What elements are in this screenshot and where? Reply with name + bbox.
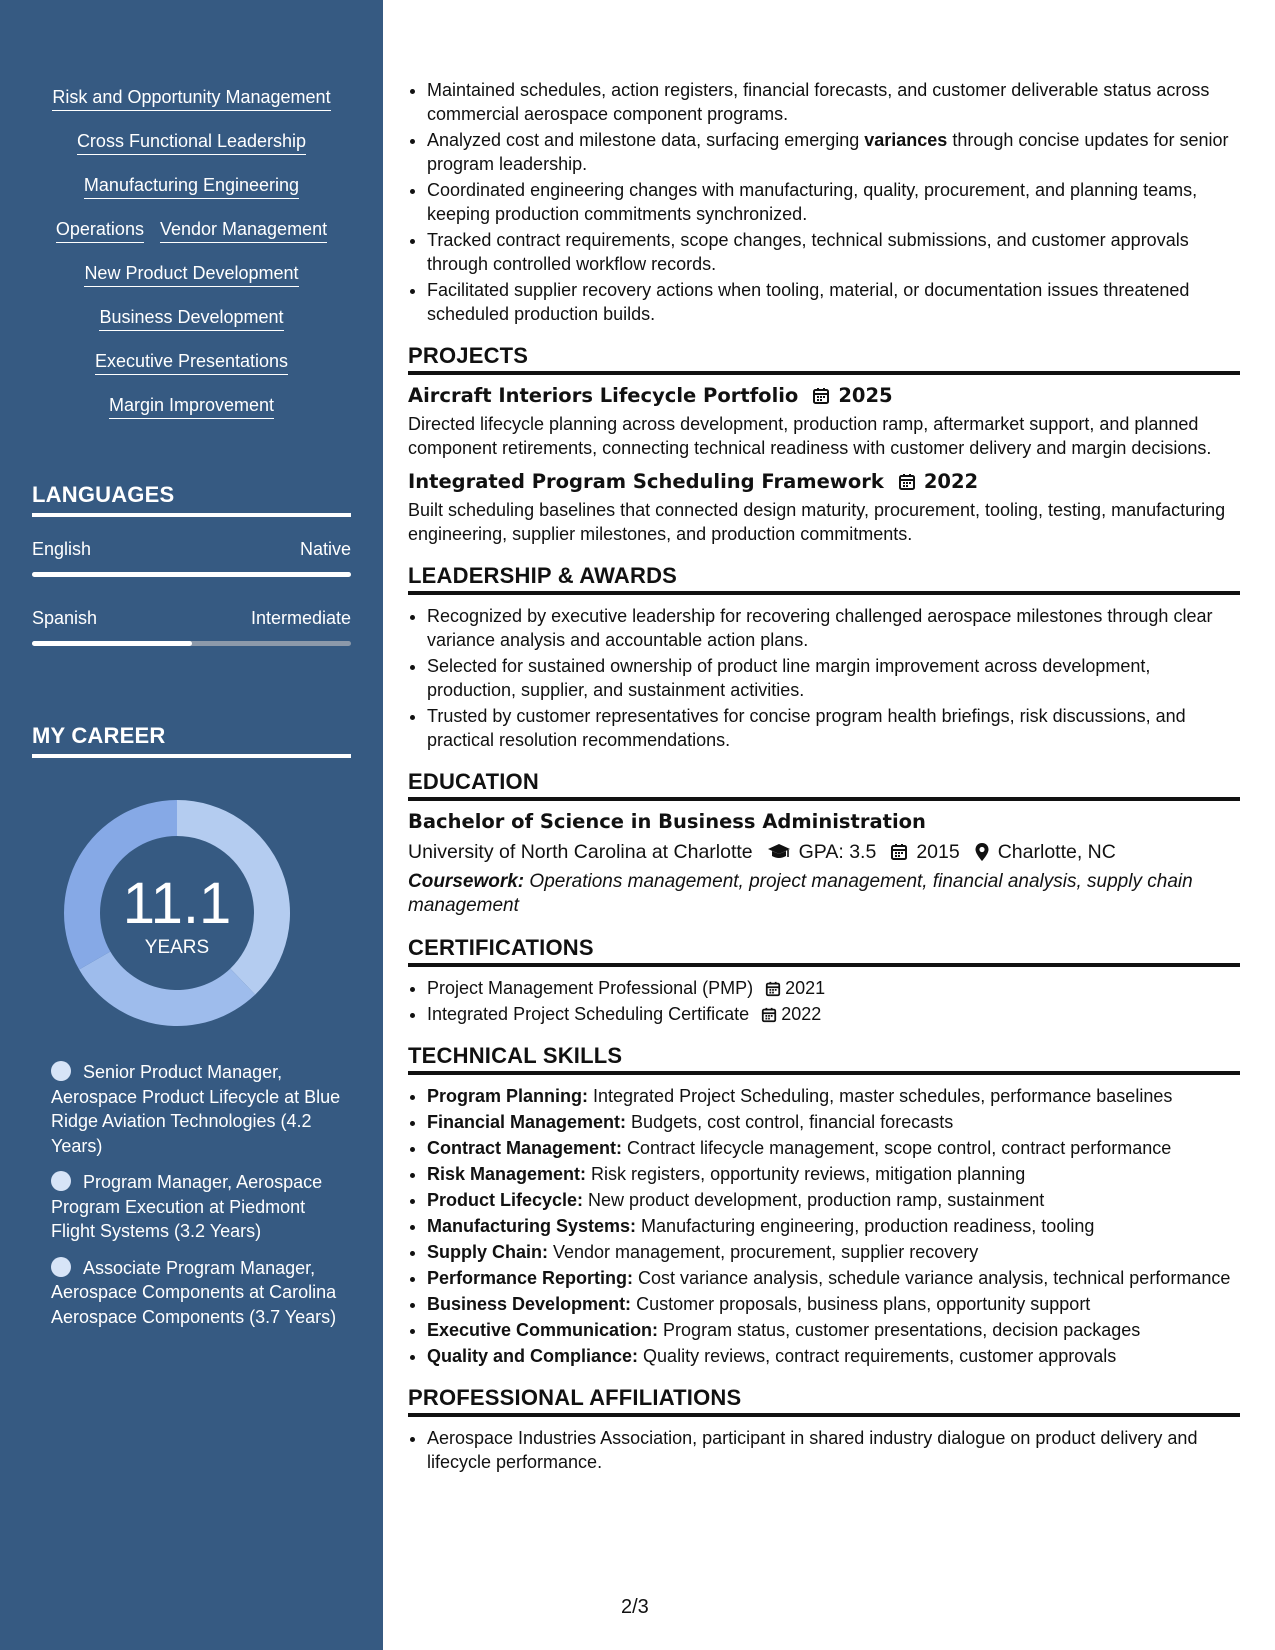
affiliations-list xyxy=(408,1426,1240,1474)
school-location: Charlotte, NC xyxy=(997,841,1116,863)
career-item xyxy=(51,1170,341,1244)
language-spanish xyxy=(32,608,351,646)
list-item xyxy=(427,1214,1240,1238)
language-bar-fill xyxy=(32,641,192,646)
skill-label: Product Lifecycle: xyxy=(427,1190,584,1210)
skill-text: New product development, production ramp, sustainment xyxy=(583,1190,1045,1210)
language-name: Spanish xyxy=(32,608,98,628)
main-content xyxy=(408,78,1240,1476)
skill-text: Budgets, cost control, financial forecasts xyxy=(626,1112,954,1132)
skill-text: Program status, customer presentations, decision packages xyxy=(658,1320,1141,1340)
skill-label: Business Development: xyxy=(427,1294,632,1314)
school-name: University of North Carolina at Charlotte xyxy=(408,841,753,863)
career-donut-chart xyxy=(64,800,290,1026)
skill-label: Financial Management: xyxy=(427,1112,627,1132)
leadership-list xyxy=(408,604,1240,752)
skill-label: Quality and Compliance: xyxy=(427,1346,639,1366)
list-item xyxy=(427,1344,1240,1368)
career-item-text: Senior Product Manager, Aerospace Product Lifecycle at Blue Ridge Aviation Technologies (4.2 Years) xyxy=(51,1062,341,1156)
career-item-text: Associate Program Manager, Aerospace Components at Carolina Aerospace Components (3.7 Years) xyxy=(51,1257,337,1327)
project-year: 2022 xyxy=(923,470,979,493)
list-item xyxy=(427,1266,1240,1290)
cert-year: 2021 xyxy=(785,978,826,998)
calendar-icon xyxy=(890,843,908,861)
list-item xyxy=(427,1240,1240,1264)
language-bar xyxy=(32,641,351,646)
skill-tag: New Product Development xyxy=(84,262,298,287)
skill-label: Executive Communication: xyxy=(427,1320,659,1340)
sidebar xyxy=(0,0,383,1650)
career-total: 11.1 xyxy=(122,871,232,936)
career-unit: YEARS xyxy=(144,937,210,958)
list-item: • Selected for sustained ownership of product line margin improvement across development, production, supplier, and sustainment activities. xyxy=(427,654,1240,702)
skill-text: Quality reviews, contract requirements, customer approvals xyxy=(638,1346,1117,1366)
skill-label: Contract Management: xyxy=(427,1138,623,1158)
skill-tag: Business Development xyxy=(99,306,283,331)
calendar-icon xyxy=(761,1007,777,1023)
skill-text: Risk registers, opportunity reviews, mitigation planning xyxy=(586,1164,1026,1184)
list-item xyxy=(427,1084,1240,1108)
degree-title: Bachelor of Science in Business Administration xyxy=(408,810,926,833)
leadership-heading: LEADERSHIP & AWARDS xyxy=(408,564,1240,595)
certifications-list xyxy=(408,976,1240,1026)
list-item xyxy=(427,128,1240,176)
skill-tag: Manufacturing Engineering xyxy=(84,174,299,199)
language-bar-fill xyxy=(32,572,351,577)
skill-label: Risk Management: xyxy=(427,1164,587,1184)
technical-skills-list xyxy=(408,1084,1240,1368)
language-name: English xyxy=(32,539,92,559)
list-item: • Facilitated supplier recovery actions when tooling, material, or documentation issues threatened scheduled production builds. xyxy=(427,278,1240,326)
list-item: • Tracked contract requirements, scope changes, technical submissions, and customer approvals through controlled workflow records. xyxy=(427,228,1240,276)
bullet-text: Analyzed cost and milestone data, surfacing emerging xyxy=(427,130,865,150)
cert-name: Integrated Project Scheduling Certificate xyxy=(427,1004,750,1024)
list-item xyxy=(427,1136,1240,1160)
list-item xyxy=(427,1318,1240,1342)
legend-dot xyxy=(51,1257,71,1277)
skill-text: Manufacturing engineering, production readiness, tooling xyxy=(636,1216,1095,1236)
career-list xyxy=(51,1060,341,1341)
projects-heading: PROJECTS xyxy=(408,344,1240,375)
skill-tags xyxy=(24,86,359,438)
list-item: • Coordinated engineering changes with manufacturing, quality, procurement, and planning teams, keeping production commitments synchronized. xyxy=(427,178,1240,226)
education-heading: EDUCATION xyxy=(408,770,1240,801)
language-bar xyxy=(32,572,351,577)
project-name: Aircraft Interiors Lifecycle Portfolio xyxy=(408,384,799,407)
donut-segment xyxy=(79,952,255,1027)
bullet-text: through concise updates for senior program leadership. xyxy=(427,130,1229,174)
skill-text: Vendor management, procurement, supplier recovery xyxy=(548,1242,979,1262)
project-name: Integrated Program Scheduling Framework xyxy=(408,470,884,493)
skill-tag: Operations xyxy=(56,218,144,243)
skill-text: Integrated Project Scheduling, master schedules, performance baselines xyxy=(588,1086,1173,1106)
skill-label: Supply Chain: xyxy=(427,1242,548,1262)
career-heading: MY CAREER xyxy=(32,723,351,758)
skill-tag: Margin Improvement xyxy=(109,394,274,419)
technical-skills-heading: TECHNICAL SKILLS xyxy=(408,1044,1240,1075)
list-item: • Recognized by executive leadership for recovering challenged aerospace milestones through clear variance analysis and accountable action plans. xyxy=(427,604,1240,652)
coursework-text: Operations management, project management, financial analysis, supply chain management xyxy=(408,871,1193,916)
cert-name: Project Management Professional (PMP) xyxy=(427,978,754,998)
education-details xyxy=(408,840,1240,864)
skill-tag: Risk and Opportunity Management xyxy=(52,86,330,111)
list-item: • Trusted by customer representatives for concise program health briefings, risk discussions, and practical resolution recommendations. xyxy=(427,704,1240,752)
experience-bullets xyxy=(408,78,1240,326)
skill-tag: Cross Functional Leadership xyxy=(77,130,306,155)
skill-tag: Executive Presentations xyxy=(95,350,288,375)
coursework-label: Coursework: xyxy=(408,871,525,892)
project-title xyxy=(408,470,1240,494)
calendar-icon xyxy=(898,473,916,491)
project-year: 2025 xyxy=(838,384,893,407)
project-title xyxy=(408,384,1240,408)
list-item xyxy=(427,1002,1240,1026)
project-description: Built scheduling baselines that connected design maturity, procurement, tooling, testing, manufacturing engineering, supplier milestones, and production commitments. xyxy=(408,500,1226,544)
legend-dot xyxy=(51,1171,71,1191)
list-item xyxy=(427,1188,1240,1212)
skill-text: Contract lifecycle management, scope control, contract performance xyxy=(622,1138,1172,1158)
languages-heading: LANGUAGES xyxy=(32,482,351,517)
page-number: 2/3 xyxy=(621,1596,649,1618)
certifications-heading: CERTIFICATIONS xyxy=(408,936,1240,967)
project-description: Directed lifecycle planning across development, production ramp, aftermarket support, and planned component retirements, connecting technical readiness with customer delivery and margin decisions. xyxy=(408,414,1212,458)
skill-text: Cost variance analysis, schedule variance analysis, technical performance xyxy=(633,1268,1231,1288)
list-item: • Aerospace Industries Association, participant in shared industry dialogue on product delivery and lifecycle performance. xyxy=(427,1426,1240,1474)
skill-tag: Vendor Management xyxy=(160,218,327,243)
calendar-icon xyxy=(765,981,781,997)
calendar-icon xyxy=(812,387,830,405)
language-level: Native xyxy=(299,539,351,559)
language-level: Intermediate xyxy=(250,608,351,628)
location-pin-icon xyxy=(974,842,990,862)
cert-year: 2022 xyxy=(781,1004,822,1024)
list-item xyxy=(427,1110,1240,1134)
graduation-cap-icon xyxy=(767,843,791,861)
career-item xyxy=(51,1256,341,1330)
bullet-bold: variances xyxy=(864,130,948,150)
legend-dot xyxy=(51,1061,71,1081)
career-item xyxy=(51,1060,341,1158)
list-item xyxy=(427,1162,1240,1186)
list-item xyxy=(427,1292,1240,1316)
list-item: • Maintained schedules, action registers, financial forecasts, and customer deliverable status across commercial aerospace component programs. xyxy=(427,78,1240,126)
skill-text: Customer proposals, business plans, opportunity support xyxy=(631,1294,1091,1314)
coursework xyxy=(408,870,1240,918)
gpa: GPA: 3.5 xyxy=(798,841,877,863)
affiliations-heading: PROFESSIONAL AFFILIATIONS xyxy=(408,1386,1240,1417)
list-item xyxy=(427,976,1240,1000)
graduation-year: 2015 xyxy=(916,841,960,863)
skill-label: Performance Reporting: xyxy=(427,1268,634,1288)
career-item-text: Program Manager, Aerospace Program Execution at Piedmont Flight Systems (3.2 Years) xyxy=(51,1172,323,1241)
skill-label: Program Planning: xyxy=(427,1086,589,1106)
language-english xyxy=(32,539,351,577)
skill-label: Manufacturing Systems: xyxy=(427,1216,637,1236)
